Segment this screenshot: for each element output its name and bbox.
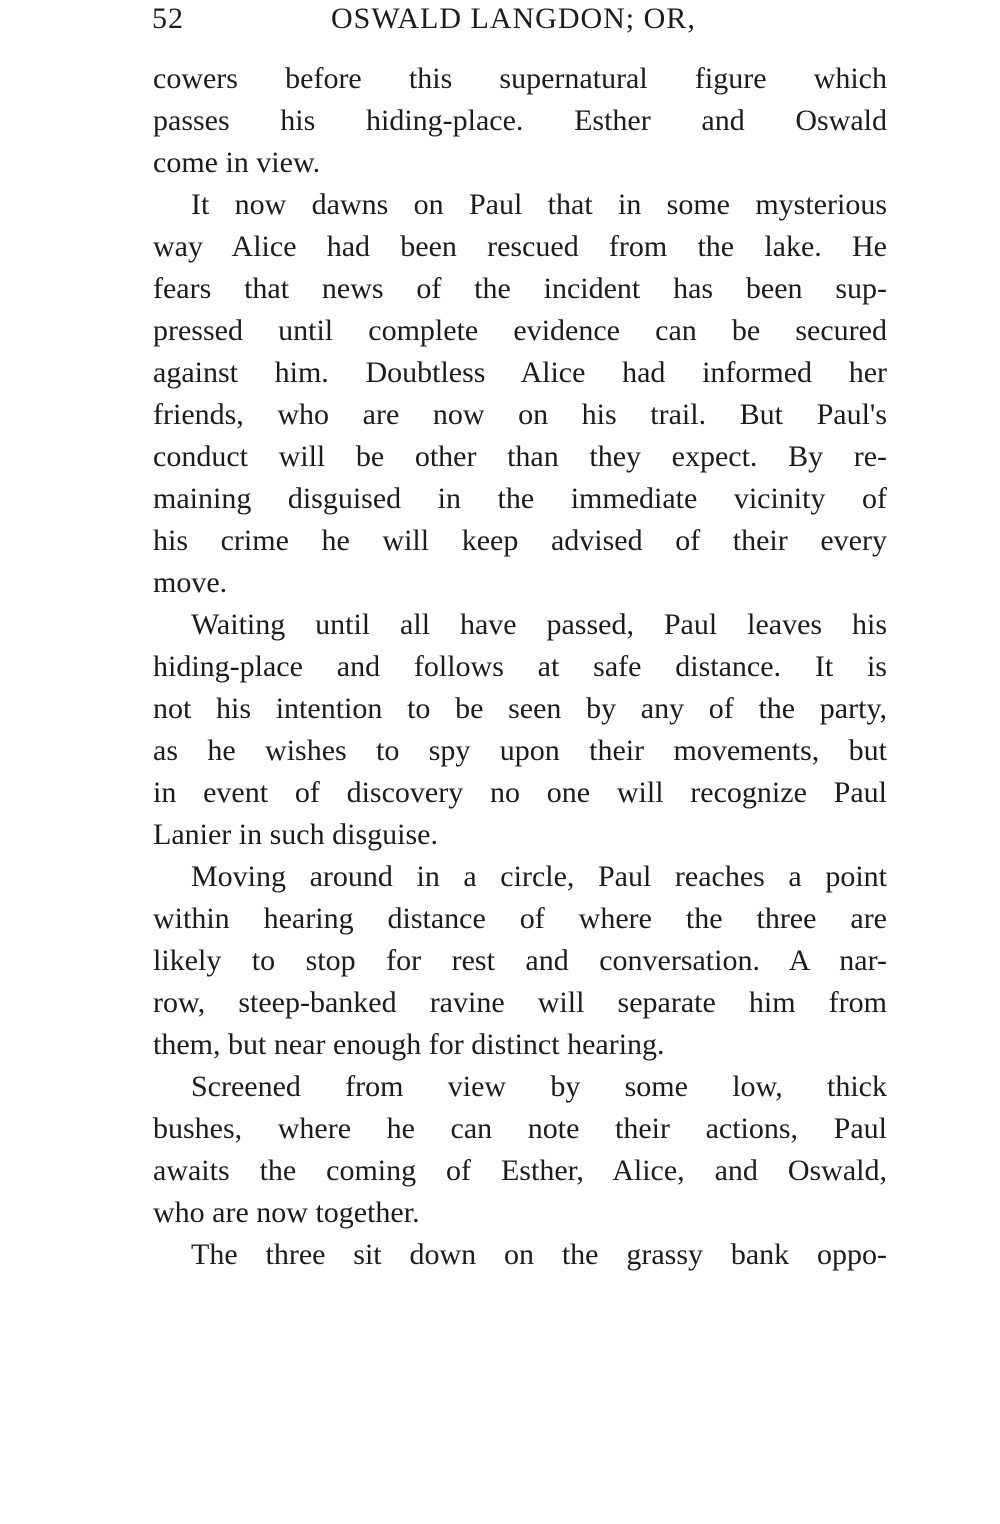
text-line: passes his hiding-place. Esther and Oswald bbox=[153, 104, 887, 137]
text-line: Moving around in a circle, Paul reaches a point bbox=[191, 860, 887, 893]
text-line: cowers before this supernatural figure which bbox=[153, 62, 887, 95]
text-line: awaits the coming of Esther, Alice, and Oswald, bbox=[153, 1154, 887, 1187]
text-line: as he wishes to spy upon their movements, but bbox=[153, 734, 887, 767]
paragraph bbox=[153, 184, 887, 604]
text-line: come in view. bbox=[153, 146, 321, 179]
text-line: Screened from view by some low, thick bbox=[191, 1070, 887, 1103]
body-text bbox=[153, 58, 887, 1276]
text-line: It now dawns on Paul that in some mysterious bbox=[191, 188, 887, 221]
text-line: row, steep-banked ravine will separate him from bbox=[153, 986, 887, 1019]
text-line: conduct will be other than they expect. By re- bbox=[153, 440, 887, 473]
running-head bbox=[152, 2, 886, 42]
text-line: move. bbox=[153, 566, 228, 599]
paragraph bbox=[153, 1066, 887, 1234]
text-line: against him. Doubtless Alice had informed her bbox=[153, 356, 887, 389]
text-line: bushes, where he can note their actions, Paul bbox=[153, 1112, 887, 1145]
text-line: them, but near enough for distinct hearing. bbox=[153, 1028, 665, 1061]
text-line: hiding-place and follows at safe distance. It is bbox=[153, 650, 887, 683]
running-title: OSWALD LANGDON; OR, bbox=[331, 2, 696, 35]
page-number: 52 bbox=[152, 2, 184, 35]
paragraph bbox=[153, 58, 887, 184]
text-line: within hearing distance of where the three are bbox=[153, 902, 887, 935]
text-line: fears that news of the incident has been sup- bbox=[153, 272, 887, 305]
text-line: in event of discovery no one will recognize Paul bbox=[153, 776, 887, 809]
text-line: maining disguised in the immediate vicinity of bbox=[153, 482, 887, 515]
text-line: friends, who are now on his trail. But Paul's bbox=[153, 398, 887, 431]
text-line: pressed until complete evidence can be secured bbox=[153, 314, 887, 347]
text-line: who are now together. bbox=[153, 1196, 420, 1229]
text-line: The three sit down on the grassy bank oppo- bbox=[191, 1238, 887, 1271]
paragraph bbox=[153, 604, 887, 856]
text-line: likely to stop for rest and conversation. A nar- bbox=[153, 944, 887, 977]
text-line: his crime he will keep advised of their every bbox=[153, 524, 887, 557]
paragraph bbox=[153, 1234, 887, 1276]
paragraph bbox=[153, 856, 887, 1066]
text-line: Waiting until all have passed, Paul leaves his bbox=[191, 608, 887, 641]
text-line: Lanier in such disguise. bbox=[153, 818, 438, 851]
text-line: way Alice had been rescued from the lake. He bbox=[153, 230, 887, 263]
text-line: not his intention to be seen by any of the party, bbox=[153, 692, 887, 725]
